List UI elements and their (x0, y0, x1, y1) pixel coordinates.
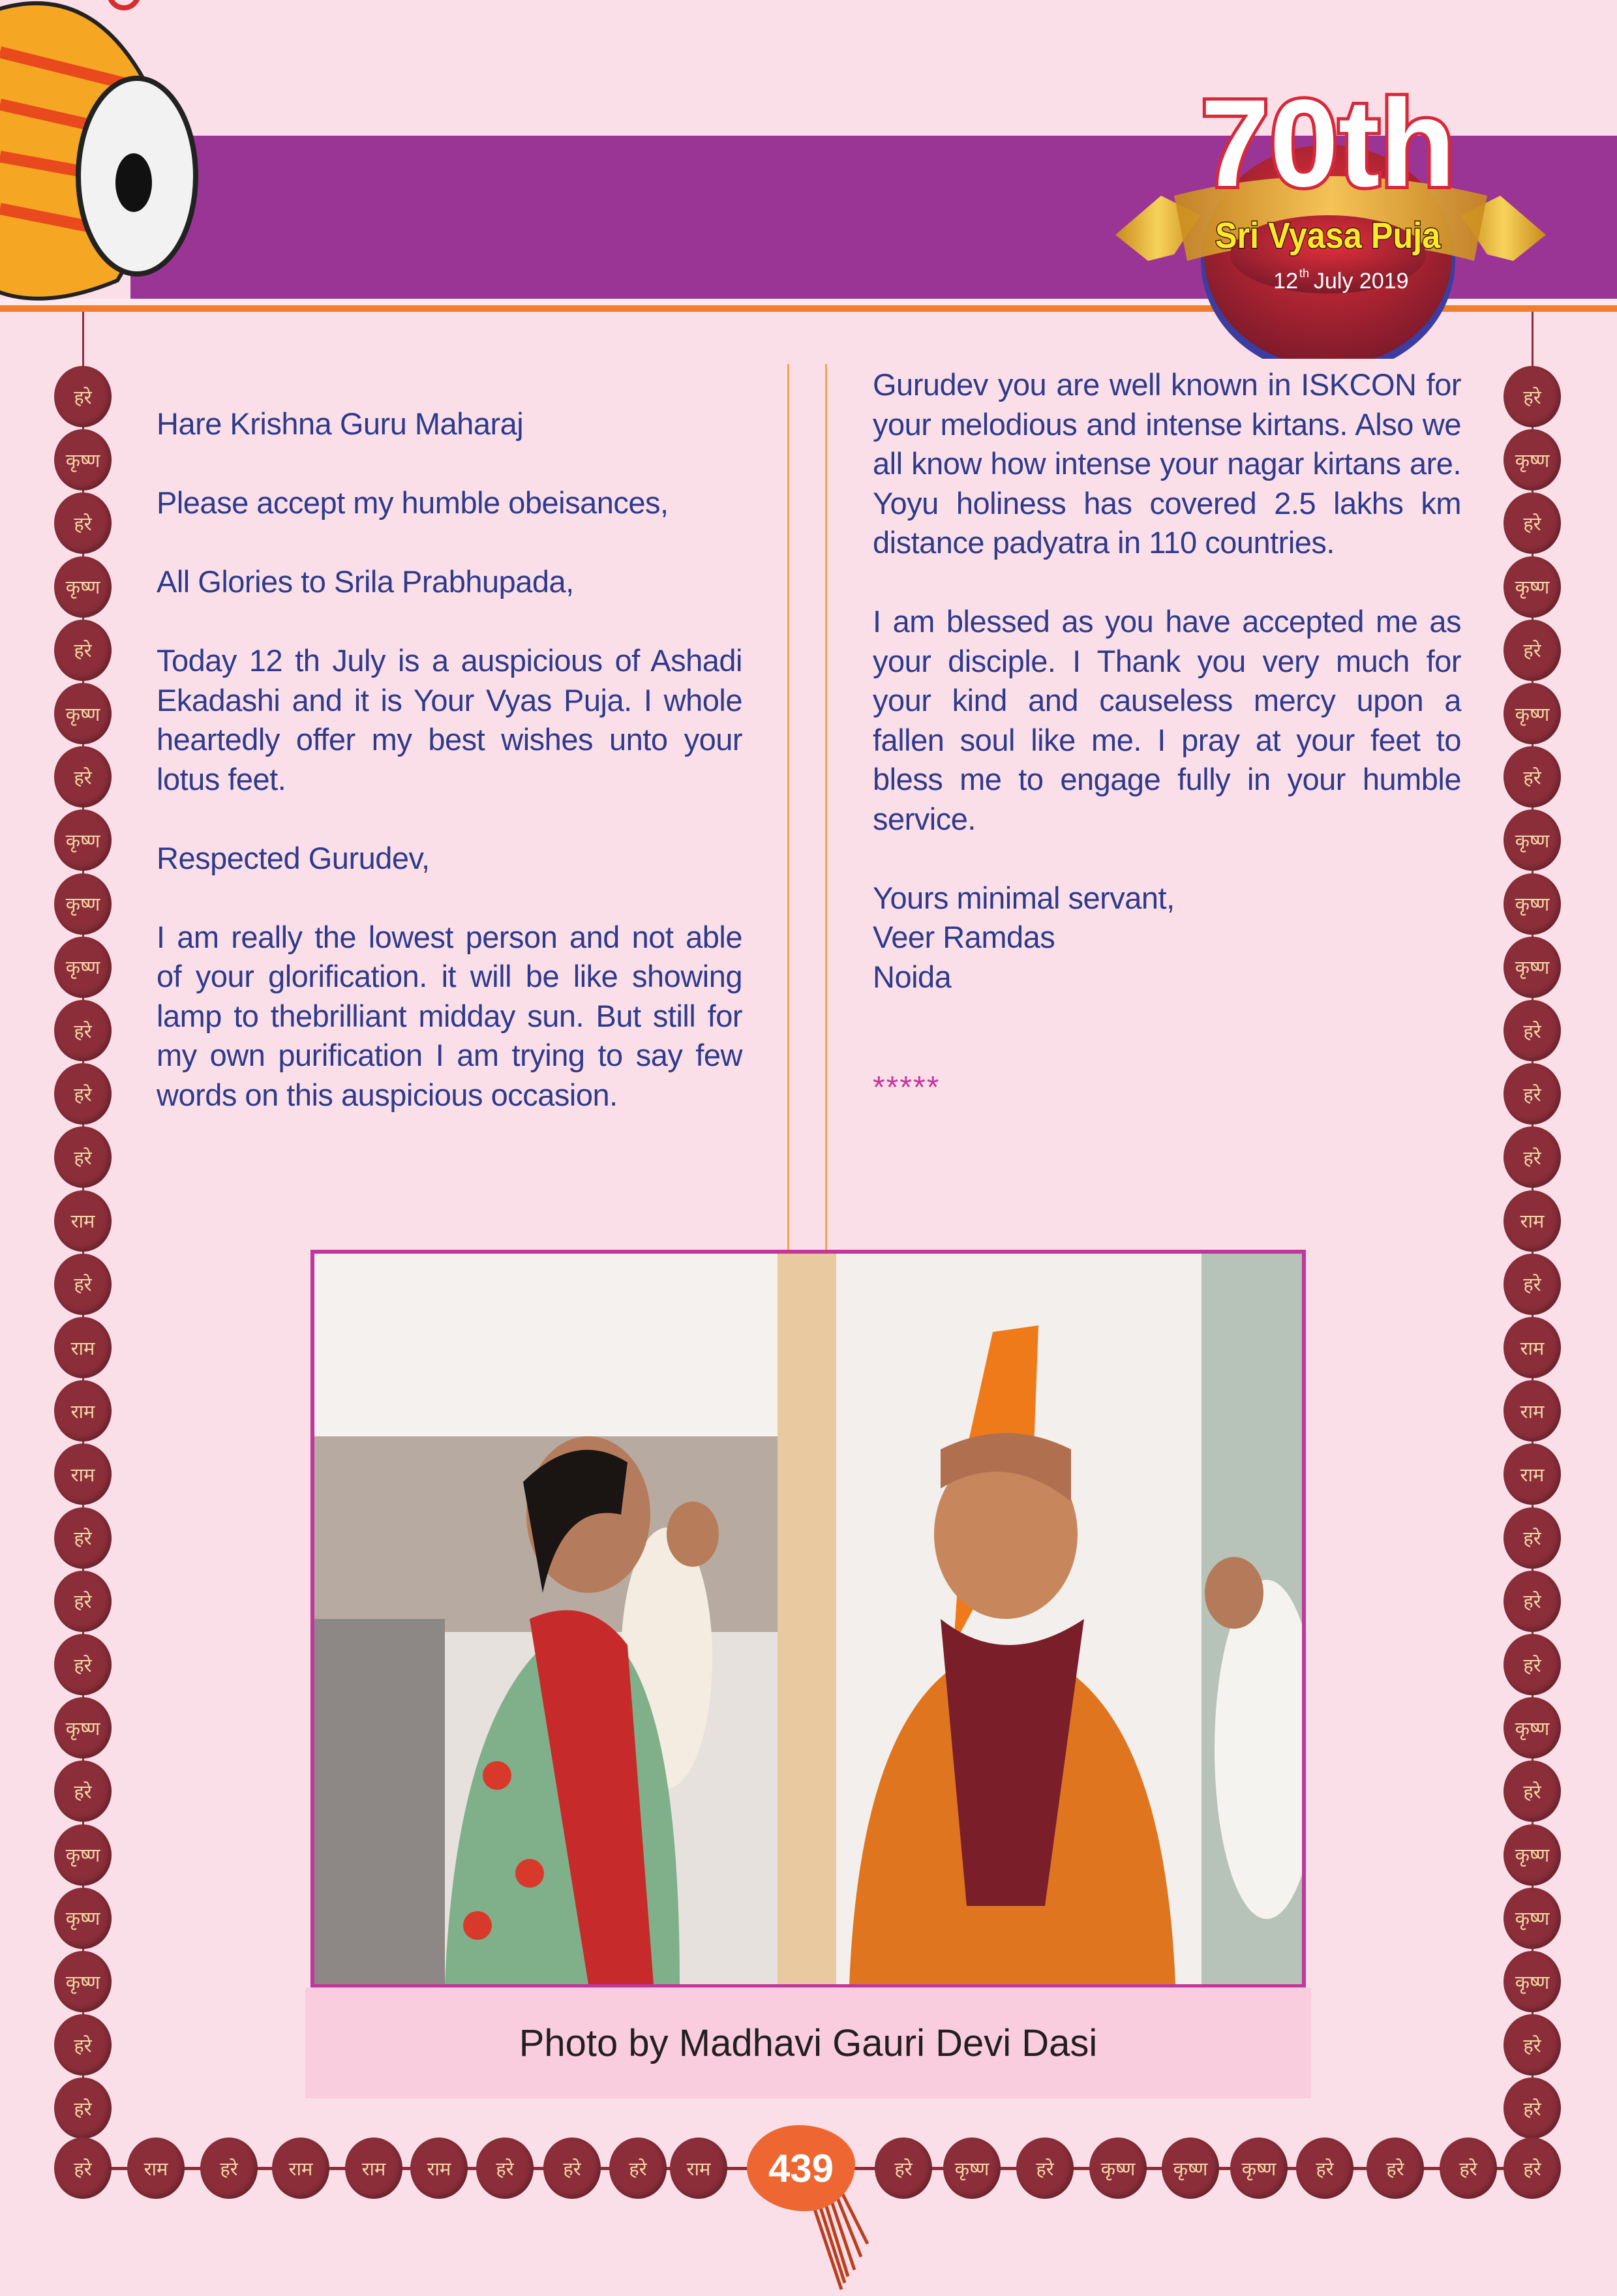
mantra-bead: हरे (1504, 2077, 1561, 2139)
photo-caption-box (305, 1987, 1311, 2098)
mantra-bead: हरे (875, 2137, 932, 2199)
mantra-bead: हरे (1504, 2137, 1561, 2199)
mantra-bead: कृष्ण (1504, 873, 1561, 935)
mantra-bead: कृष्ण (1504, 429, 1561, 491)
letter-paragraph: Today 12 th July is a auspicious of Ashadi Ekadashi and it is Your Vyas Puja. I whole heartedly offer my best wishes unto your lotus feet. (157, 643, 742, 796)
mantra-bead: हरे (1504, 2014, 1561, 2076)
mantra-bead: राम (1504, 1380, 1561, 1442)
mantra-bead: राम (1504, 1190, 1561, 1252)
mantra-bead: हरे (54, 620, 112, 681)
badge-date-rest: July 2019 (1314, 269, 1409, 294)
mantra-bead: हरे (1504, 1634, 1561, 1695)
badge-date-day: 12 (1273, 269, 1298, 294)
mantra-bead: कृष्ण (54, 683, 112, 744)
mantra-bead: कृष्ण (54, 1824, 112, 1886)
mantra-bead: कृष्ण (1230, 2137, 1288, 2199)
mantra-bead: कृष्ण (54, 1888, 112, 1949)
letter-paragraph: Hare Krishna Guru Maharaj (157, 406, 524, 441)
letter-right-column (873, 365, 1461, 997)
letter-paragraph: I am blessed as you have accepted me as your disciple. I Thank you very much for your kind and causeless mercy upon a fallen soul like me. I pray at your feet to bless me to engage fully in your humble service. (873, 604, 1461, 836)
mantra-bead: कृष्ण (54, 873, 112, 935)
mantra-bead: हरे (54, 2077, 112, 2139)
mantra-bead: हरे (1016, 2137, 1074, 2199)
mantra-bead: हरे (54, 1634, 112, 1695)
mantra-bead: कृष्ण (54, 429, 112, 491)
mantra-bead: हरे (1504, 1507, 1561, 1569)
mantra-bead: कृष्ण (1504, 1697, 1561, 1759)
mantra-bead: हरे (1504, 1571, 1561, 1632)
mantra-bead: हरे (609, 2137, 667, 2199)
letter-paragraph: Respected Gurudev, (157, 840, 430, 875)
mantra-bead: राम (1504, 1443, 1561, 1505)
mantra-bead: कृष्ण (943, 2137, 1001, 2199)
mantra-bead: कृष्ण (1089, 2137, 1147, 2199)
letter-paragraph: I am really the lowest person and not able of your glorification. it will be like showing lamp to thebrilliant midday sun. But still for my own purification I am trying to say few words on this auspicious occasion. (157, 919, 742, 1112)
mantra-bead: कृष्ण (1504, 1888, 1561, 1949)
mantra-bead: हरे (54, 1254, 112, 1315)
letter-paragraph: Please accept my humble obeisances, (157, 485, 669, 520)
mantra-bead: हरे (1504, 1254, 1561, 1315)
mridanga-drum-icon (0, 0, 209, 313)
mantra-bead: राम (54, 1380, 112, 1442)
letter-signature: Veer Ramdas (873, 920, 1055, 954)
mantra-bead: कृष्ण (54, 1951, 112, 2012)
photo-frame (310, 1250, 1306, 1988)
badge-date-suffix: th (1299, 267, 1310, 280)
mantra-bead: राम (1504, 1317, 1561, 1378)
letter-paragraph: Gurudev you are well known in ISKCON for your melodious and intense kirtans. Also we all know how intense your nagar kirtans are. Yoyu holiness has covered 2.5 lakhs km distance padyatra in 110 countries. (873, 367, 1461, 560)
mantra-bead: हरे (1504, 620, 1561, 681)
mantra-bead: राम (272, 2137, 329, 2199)
separator-stars: ***** (873, 1070, 941, 1105)
mantra-bead: राम (54, 1190, 112, 1252)
mantra-bead: हरे (54, 1507, 112, 1569)
mantra-bead: राम (54, 1443, 112, 1505)
photo-meeting-image (314, 1254, 1302, 1984)
mantra-bead: कृष्ण (1162, 2137, 1219, 2199)
page-number: 439 (747, 2125, 855, 2211)
mantra-bead: हरे (543, 2137, 601, 2199)
mantra-bead: हरे (1504, 1760, 1561, 1822)
column-divider-left (787, 364, 789, 1251)
mantra-bead: हरे (476, 2137, 534, 2199)
mantra-bead: हरे (1296, 2137, 1353, 2199)
mantra-bead: हरे (54, 366, 112, 427)
vyasa-puja-70th-badge (1102, 65, 1559, 359)
mantra-bead: हरे (54, 1760, 112, 1822)
letter-paragraph: All Glories to Srila Prabhupada, (157, 564, 574, 599)
mantra-bead: हरे (1504, 492, 1561, 554)
mantra-bead: हरे (54, 2014, 112, 2076)
mantra-bead: हरे (54, 1571, 112, 1632)
mantra-bead: कृष्ण (1504, 809, 1561, 871)
mantra-bead: हरे (1367, 2137, 1424, 2199)
mantra-bead: राम (54, 1317, 112, 1378)
mantra-bead: कृष्ण (1504, 683, 1561, 744)
badge-event-text: Sri Vyasa Puja (1215, 215, 1441, 256)
letter-location: Noida (873, 959, 952, 994)
mantra-bead: हरे (1440, 2137, 1497, 2199)
mantra-bead: हरे (54, 746, 112, 808)
mantra-bead: हरे (54, 1000, 112, 1061)
mantra-bead: कृष्ण (1504, 937, 1561, 998)
letter-closing: Yours minimal servant, (873, 880, 1175, 915)
letter-left-column (157, 404, 742, 1155)
column-divider-right (825, 364, 827, 1251)
mantra-bead: हरे (200, 2137, 258, 2199)
mantra-bead: राम (410, 2137, 468, 2199)
mantra-bead: कृष्ण (54, 556, 112, 618)
mantra-bead: राम (345, 2137, 402, 2199)
mantra-bead: हरे (54, 1063, 112, 1125)
mantra-bead: कृष्ण (54, 937, 112, 998)
mantra-bead: हरे (1504, 746, 1561, 808)
mantra-bead: हरे (1504, 1000, 1561, 1061)
mantra-bead: राम (127, 2137, 185, 2199)
mantra-bead: राम (670, 2137, 727, 2199)
mantra-bead: कृष्ण (54, 809, 112, 871)
badge-anniversary-text: 70th (1200, 74, 1456, 213)
mantra-bead: हरे (54, 1126, 112, 1188)
mantra-bead: कृष्ण (1504, 1824, 1561, 1886)
photo-caption: Photo by Madhavi Gauri Devi Dasi (519, 2021, 1098, 2064)
mantra-bead: हरे (1504, 366, 1561, 427)
mantra-bead: कृष्ण (1504, 1951, 1561, 2012)
mantra-bead: हरे (1504, 1126, 1561, 1188)
mantra-bead: हरे (54, 2137, 112, 2199)
mantra-bead: कृष्ण (1504, 556, 1561, 618)
mantra-bead: कृष्ण (54, 1697, 112, 1759)
mantra-bead: हरे (1504, 1063, 1561, 1125)
mantra-bead: हरे (54, 492, 112, 554)
